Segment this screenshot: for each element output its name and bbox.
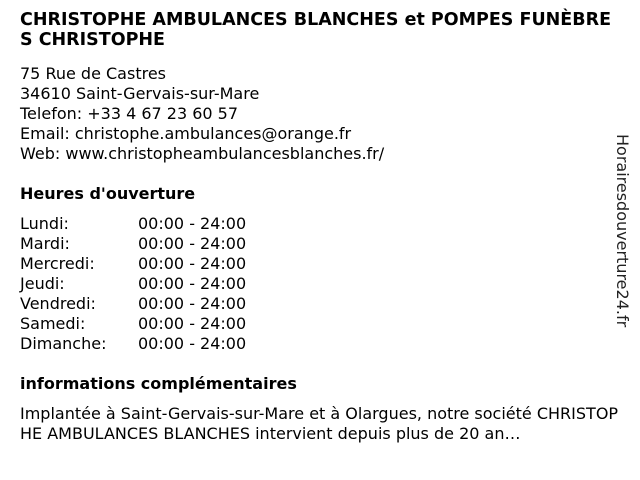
hours-value: 00:00 - 24:00 — [138, 254, 247, 273]
hours-row-tuesday — [20, 234, 246, 254]
hours-row-saturday — [20, 314, 246, 334]
hours-value: 00:00 - 24:00 — [138, 234, 247, 253]
hours-value: 00:00 - 24:00 — [138, 294, 247, 313]
hours-row-sunday — [20, 334, 246, 354]
hours-value: 00:00 - 24:00 — [138, 314, 247, 333]
phone-number: Telefon: +33 4 67 23 60 57 — [20, 104, 239, 123]
street-address: 75 Rue de Castres — [20, 64, 166, 83]
opening-hours-table — [20, 214, 246, 354]
opening-hours-heading: Heures d'ouverture — [20, 184, 196, 203]
site-watermark: Horairesdouverture24.fr — [613, 134, 632, 328]
hours-row-monday — [20, 214, 246, 234]
hours-value: 00:00 - 24:00 — [138, 274, 247, 293]
day-label: Lundi: — [20, 214, 69, 233]
day-label: Vendredi: — [20, 294, 96, 313]
hours-row-thursday — [20, 274, 246, 294]
website-url: Web: www.christopheambulancesblanches.fr/ — [20, 144, 385, 163]
hours-row-wednesday — [20, 254, 246, 274]
day-label: Dimanche: — [20, 334, 107, 353]
email-address: Email: christophe.ambulances@orange.fr — [20, 124, 352, 143]
hours-row-friday — [20, 294, 246, 314]
page-title: CHRISTOPHE AMBULANCES BLANCHES et POMPES FUNÈBRES CHRISTOPHE — [20, 10, 612, 50]
day-label: Jeudi: — [20, 274, 65, 293]
day-label: Mercredi: — [20, 254, 95, 273]
additional-info-text: Implantée à Saint-Gervais-sur-Mare et à Olargues, notre société CHRISTOPHE AMBULANCES BLANCHES intervient depuis plus de 20 an… — [20, 404, 619, 443]
additional-info-heading: informations complémentaires — [20, 374, 297, 393]
city-postal: 34610 Saint-Gervais-sur-Mare — [20, 84, 260, 103]
hours-value: 00:00 - 24:00 — [138, 334, 247, 353]
day-label: Samedi: — [20, 314, 86, 333]
hours-value: 00:00 - 24:00 — [138, 214, 247, 233]
day-label: Mardi: — [20, 234, 70, 253]
address-block — [20, 64, 384, 164]
